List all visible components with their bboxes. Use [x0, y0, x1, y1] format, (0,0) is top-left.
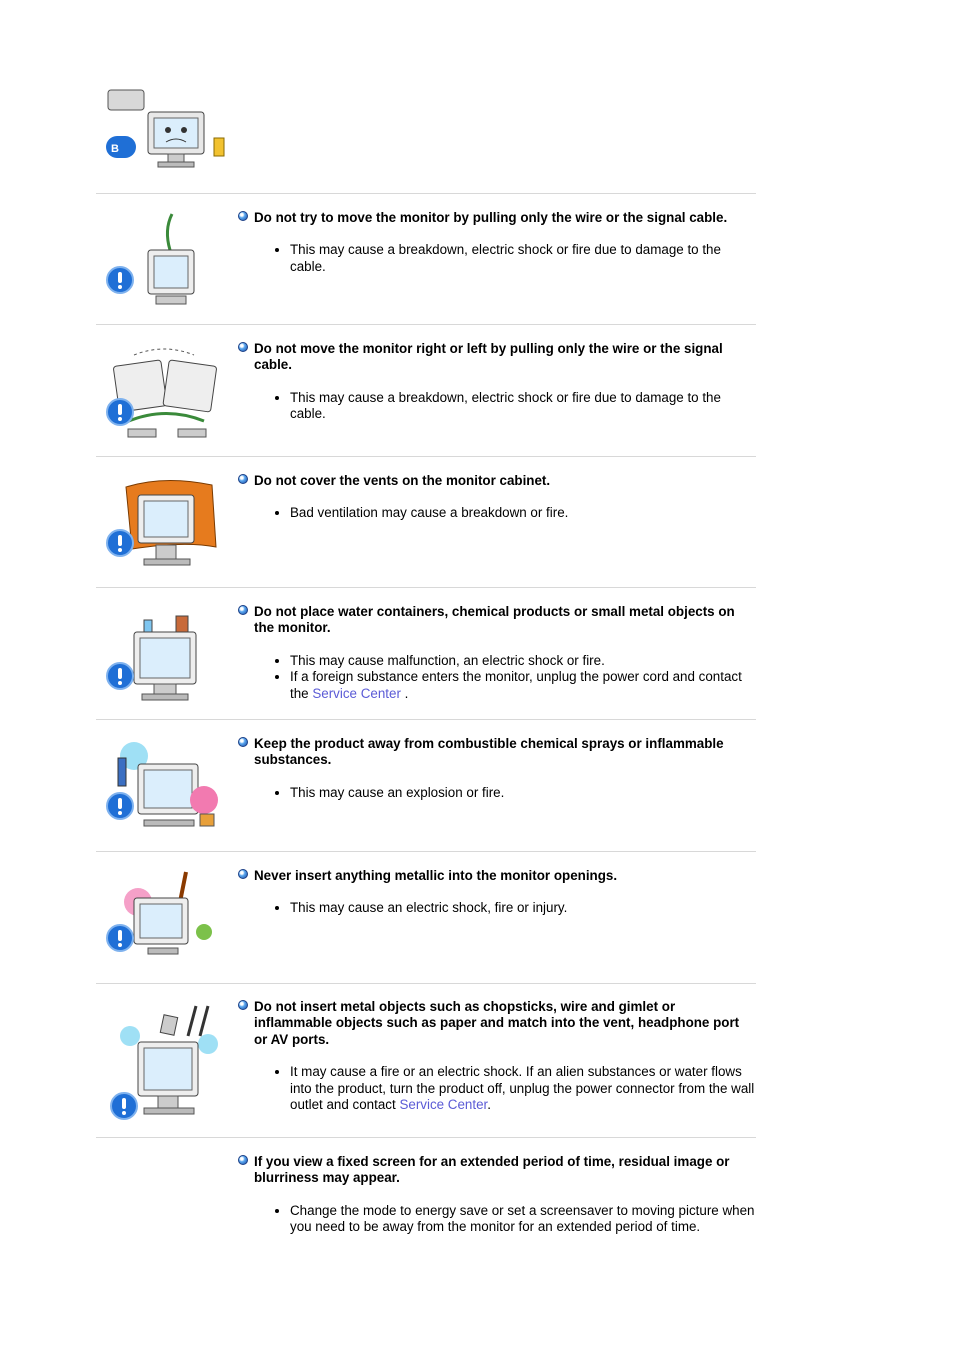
list-item: • Bad ventilation may cause a breakdown or fire. [290, 505, 756, 521]
blue-bullet-icon [238, 737, 248, 747]
section-combustible-sprays [96, 719, 756, 851]
objects-on-monitor-illustration [104, 606, 224, 706]
warning-icon [106, 398, 134, 426]
monitor-pull-wire-illustration [104, 210, 224, 310]
warning-icon [106, 924, 134, 952]
section-heading: Do not cover the vents on the monitor cabinet. [238, 473, 756, 489]
section-heading: Do not place water containers, chemical products or small metal objects on the monitor. [238, 604, 756, 637]
section-metal-objects [96, 983, 756, 1138]
list-item: • Change the mode to energy save or set a screensaver to moving picture when you need to be away from the monitor for an extended period of time. [290, 1203, 756, 1236]
bullet-list [238, 505, 756, 521]
warning-icon [110, 1092, 138, 1120]
blue-bullet-icon [238, 474, 248, 484]
bullet-list [238, 1203, 756, 1236]
bullet-list [238, 1064, 756, 1113]
section-heading: If you view a fixed screen for an extended period of time, residual image or blurriness may appear. [238, 1154, 756, 1187]
list-item: • This may cause an electric shock, fire or injury. [290, 900, 756, 916]
list-item: • This may cause malfunction, an electric shock or fire. [290, 653, 756, 669]
section-metallic-openings [96, 851, 756, 983]
unplug-outlet-illustration [104, 84, 228, 170]
section-pull-wire [96, 193, 756, 324]
blue-bullet-icon [238, 869, 248, 879]
service-center-link[interactable]: Service Center [312, 685, 401, 701]
section-heading: Do not try to move the monitor by pulling only the wire or the signal cable. [238, 210, 756, 226]
section-heading: Never insert anything metallic into the monitor openings. [238, 868, 756, 884]
section-move-monitor [96, 324, 756, 456]
svg-text:B: B [111, 143, 119, 155]
section-fixed-screen [96, 1137, 756, 1278]
warning-icon [106, 266, 134, 294]
bullet-list [238, 653, 756, 702]
section-heading: Keep the product away from combustible chemical sprays or inflammable substances. [238, 736, 756, 769]
warning-icon [106, 792, 134, 820]
covered-vents-illustration [104, 477, 224, 577]
service-center-link[interactable]: Service Center [399, 1097, 488, 1113]
warning-icon [106, 529, 134, 557]
section-heading: Do not insert metal objects such as chopsticks, wire and gimlet or inflammable objects such as paper and match into the vent, headphone port or AV ports. [238, 999, 756, 1048]
combustible-spray-illustration [104, 738, 224, 838]
list-item: • This may cause a breakdown, electric shock or fire due to damage to the cable. [290, 390, 756, 423]
bullet-list [238, 785, 756, 801]
bullet-list [238, 900, 756, 916]
warning-icon [106, 662, 134, 690]
blue-bullet-icon [238, 342, 248, 352]
blue-bullet-icon [238, 605, 248, 615]
blue-bullet-icon [238, 1000, 248, 1010]
section-heading: Do not move the monitor right or left by pulling only the wire or the signal cable. [238, 341, 756, 374]
bullet-list [238, 242, 756, 275]
list-item: • This may cause a breakdown, electric shock or fire due to damage to the cable. [290, 242, 756, 275]
blue-bullet-icon [238, 1155, 248, 1165]
monitor-swing-illustration [104, 345, 224, 445]
bullet-list [238, 390, 756, 423]
metallic-insert-illustration [104, 868, 224, 968]
blue-bullet-icon [238, 211, 248, 221]
section-vents [96, 456, 756, 587]
list-item: • If a foreign substance enters the monitor, unplug the power cord and contact the Service Center . [290, 669, 756, 702]
list-item: • This may cause an explosion or fire. [290, 785, 756, 801]
list-item: • It may cause a fire or an electric shock. If an alien substances or water flows into the product, turn the product off, unplug the power connector from the wall outlet and contact Service Center. [290, 1064, 756, 1113]
section-water-containers [96, 587, 756, 719]
